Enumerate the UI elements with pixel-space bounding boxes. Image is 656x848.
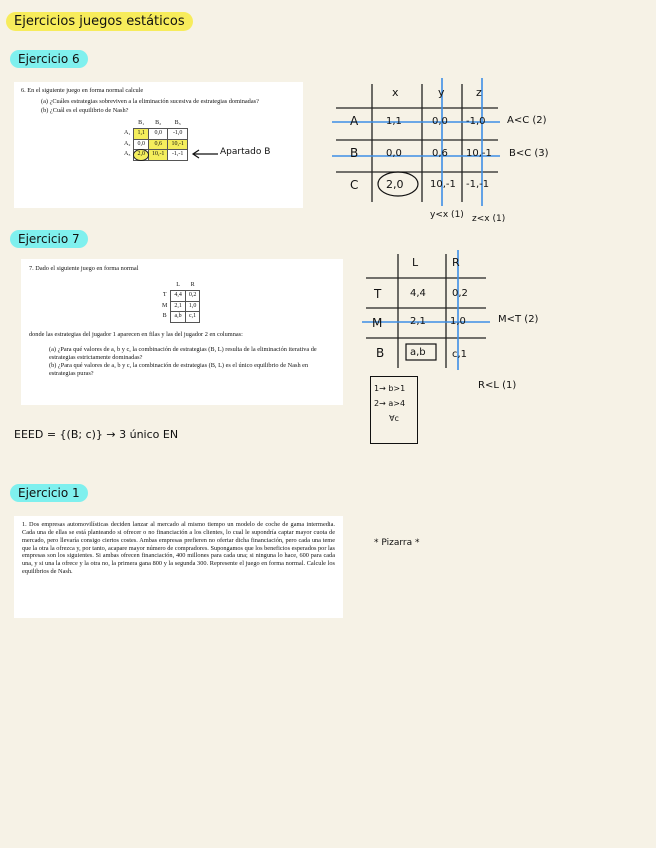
ex7-item-b: (b) ¿Para qué valores de a, b y c, la combinación de estrategias (B, L) es el único equilibrio de Nash en estrategias puras?: [49, 362, 309, 378]
hand7-col: L: [412, 256, 419, 269]
hand7-note: M<T (2): [498, 314, 539, 325]
ex6-card: [14, 82, 303, 208]
ex6-row-label: A₂: [124, 140, 131, 147]
hand7-cell: 2,1: [410, 316, 426, 327]
hand7-note: R<L (1): [478, 380, 517, 391]
hand6-cell: 0,0: [386, 148, 402, 159]
ex7-row-label: M: [162, 302, 168, 309]
hand6-cell: 10,-1: [430, 179, 456, 190]
ex1-note: * Pizarra *: [374, 538, 420, 548]
ex6-intro: 6. En el siguiente juego en forma normal calcule: [21, 87, 144, 94]
page-title: Ejercicios juegos estáticos: [6, 12, 193, 31]
ex1-text: 1. Dos empresas automovilísticas deciden lanzar al mercado al mismo tiempo un modelo de coche de gama intermedia. Cada una de ellas se está planteando si ofrecer o no financiación a los clientes, lo cual le supondría captar mayor cuota de mercado, pero llevaría consigo ciertos costes. Ambas empresas prefieren no ofertar dicha financiación, pero cada una teme que la otra la ofrezca y, por tanto, acapare mayor número de compradores. Supongamos que los beneficios esperados por las empresas son los siguientes. Si ambas ofrecen financiación, 400 millones para cada una; si ninguna lo hace, 600 para cada una, y si una la ofrece y la otra no, la primera gana 800 y la segunda 300. Represente el juego en forma normal. Calcule los equilibrios de Nash.: [22, 521, 335, 576]
ex7-col: R: [190, 281, 195, 288]
hand7-row: T: [374, 287, 382, 301]
ex7-row-label: B: [162, 313, 167, 320]
hand6-col: z: [476, 86, 482, 99]
ex6-cell: -1,-1: [168, 150, 188, 161]
hand7-box: [370, 376, 418, 444]
hand6-cell: -1,0: [466, 116, 486, 127]
hand6-cell: 0,6: [432, 148, 448, 159]
hand7-cell: 1,0: [450, 316, 466, 327]
ex6-cell: 10,-1: [148, 150, 168, 161]
ex6-cell: 0,0: [148, 129, 168, 140]
heading-ex6: Ejercicio 6: [10, 50, 88, 68]
ex6-row-label: A₃: [124, 151, 131, 158]
ex7-card: [21, 259, 343, 405]
hand7-box-line: ∀c: [389, 414, 399, 424]
arrow-icon: [190, 148, 220, 160]
hand6-row: B: [350, 146, 359, 160]
ex6-col-b1: B₁: [138, 119, 145, 126]
hand6-note: A<C (2): [507, 115, 547, 126]
hand6-note: z<x (1): [472, 214, 506, 224]
hand6-cell: 1,1: [386, 116, 402, 127]
ex6-col-b3: B₃: [174, 119, 181, 126]
ex7-desc: donde las estrategias del jugador 1 aparecen en filas y las del jugador 2 en columnas:: [29, 330, 243, 338]
ex1-card: [14, 516, 343, 618]
ex6-note: Apartado B: [220, 147, 271, 157]
hand7-box-line: 1→ b>1: [374, 384, 406, 393]
ex6-col-b2: B₂: [155, 119, 162, 126]
ex7-item-a: (a) ¿Para qué valores de a, b y c, la combinación de estrategias (B, L) resulta de la eliminación iterativa de estrategias estrictamente dominadas?: [49, 345, 317, 361]
hand6-cell: 10,-1: [466, 148, 492, 159]
hand6-row: C: [350, 178, 359, 192]
ex7-items: [49, 346, 335, 378]
ex7-cell: 0,2: [185, 291, 200, 302]
ex7-cell: c,1: [185, 312, 200, 323]
hand7-cell: c,1: [452, 349, 468, 360]
hand6-note: B<C (3): [509, 148, 549, 159]
hand6-cell: 2,0: [386, 178, 404, 191]
hand6-row: A: [350, 114, 359, 128]
hand7-row: M: [372, 316, 383, 330]
ex6-cell: -1,0: [168, 129, 188, 140]
hand7-row: B: [376, 346, 385, 360]
ex6-row-label: A₁: [124, 130, 131, 137]
heading-ex1: Ejercicio 1: [10, 484, 88, 502]
heading-ex7: Ejercicio 7: [10, 230, 88, 248]
hand6-cell: -1,-1: [466, 179, 490, 190]
ex6-cell: 0,6: [148, 139, 168, 150]
ex6-cell: 2,0: [134, 150, 149, 161]
hand7-box-line: 2→ a>4: [374, 399, 406, 409]
hand7-col: R: [452, 256, 460, 269]
hand7-cell: 4,4: [410, 288, 426, 299]
ex6-cell: 0,0: [134, 139, 149, 150]
ex6-table: [121, 119, 188, 161]
ex6-item-b: (b) ¿Cuál es el equilibrio de Nash?: [41, 106, 129, 114]
ex6-item-a: (a) ¿Cuáles estrategias sobreviven a la eliminación sucesiva de estrategias dominadas?: [41, 97, 259, 105]
ex7-cell: 2,1: [171, 301, 186, 312]
hand6-col: x: [392, 86, 399, 99]
ex6-cell: 1,1: [134, 129, 149, 140]
hand7-cell: 0,2: [452, 288, 468, 299]
ex7-col: L: [176, 281, 180, 288]
hand6-col: y: [438, 86, 445, 99]
hand6-cell: 0,0: [432, 116, 448, 127]
ex6-cell: 10,-1: [168, 139, 188, 150]
ex7-cell: 4,4: [171, 291, 186, 302]
ex7-cell: 1,0: [185, 301, 200, 312]
ex6-items: [41, 98, 296, 115]
hand7-cell: a,b: [410, 347, 426, 358]
hand7-eeed: EEED = {(B; c)} → 3 único EN: [14, 428, 179, 441]
ex7-intro: 7. Dado el siguiente juego en forma normal: [29, 265, 139, 272]
ex7-cell: a,b: [171, 312, 186, 323]
hand6-note: y<x (1): [430, 210, 464, 220]
ex7-row-label: T: [162, 292, 167, 299]
ex7-table: [159, 281, 200, 323]
